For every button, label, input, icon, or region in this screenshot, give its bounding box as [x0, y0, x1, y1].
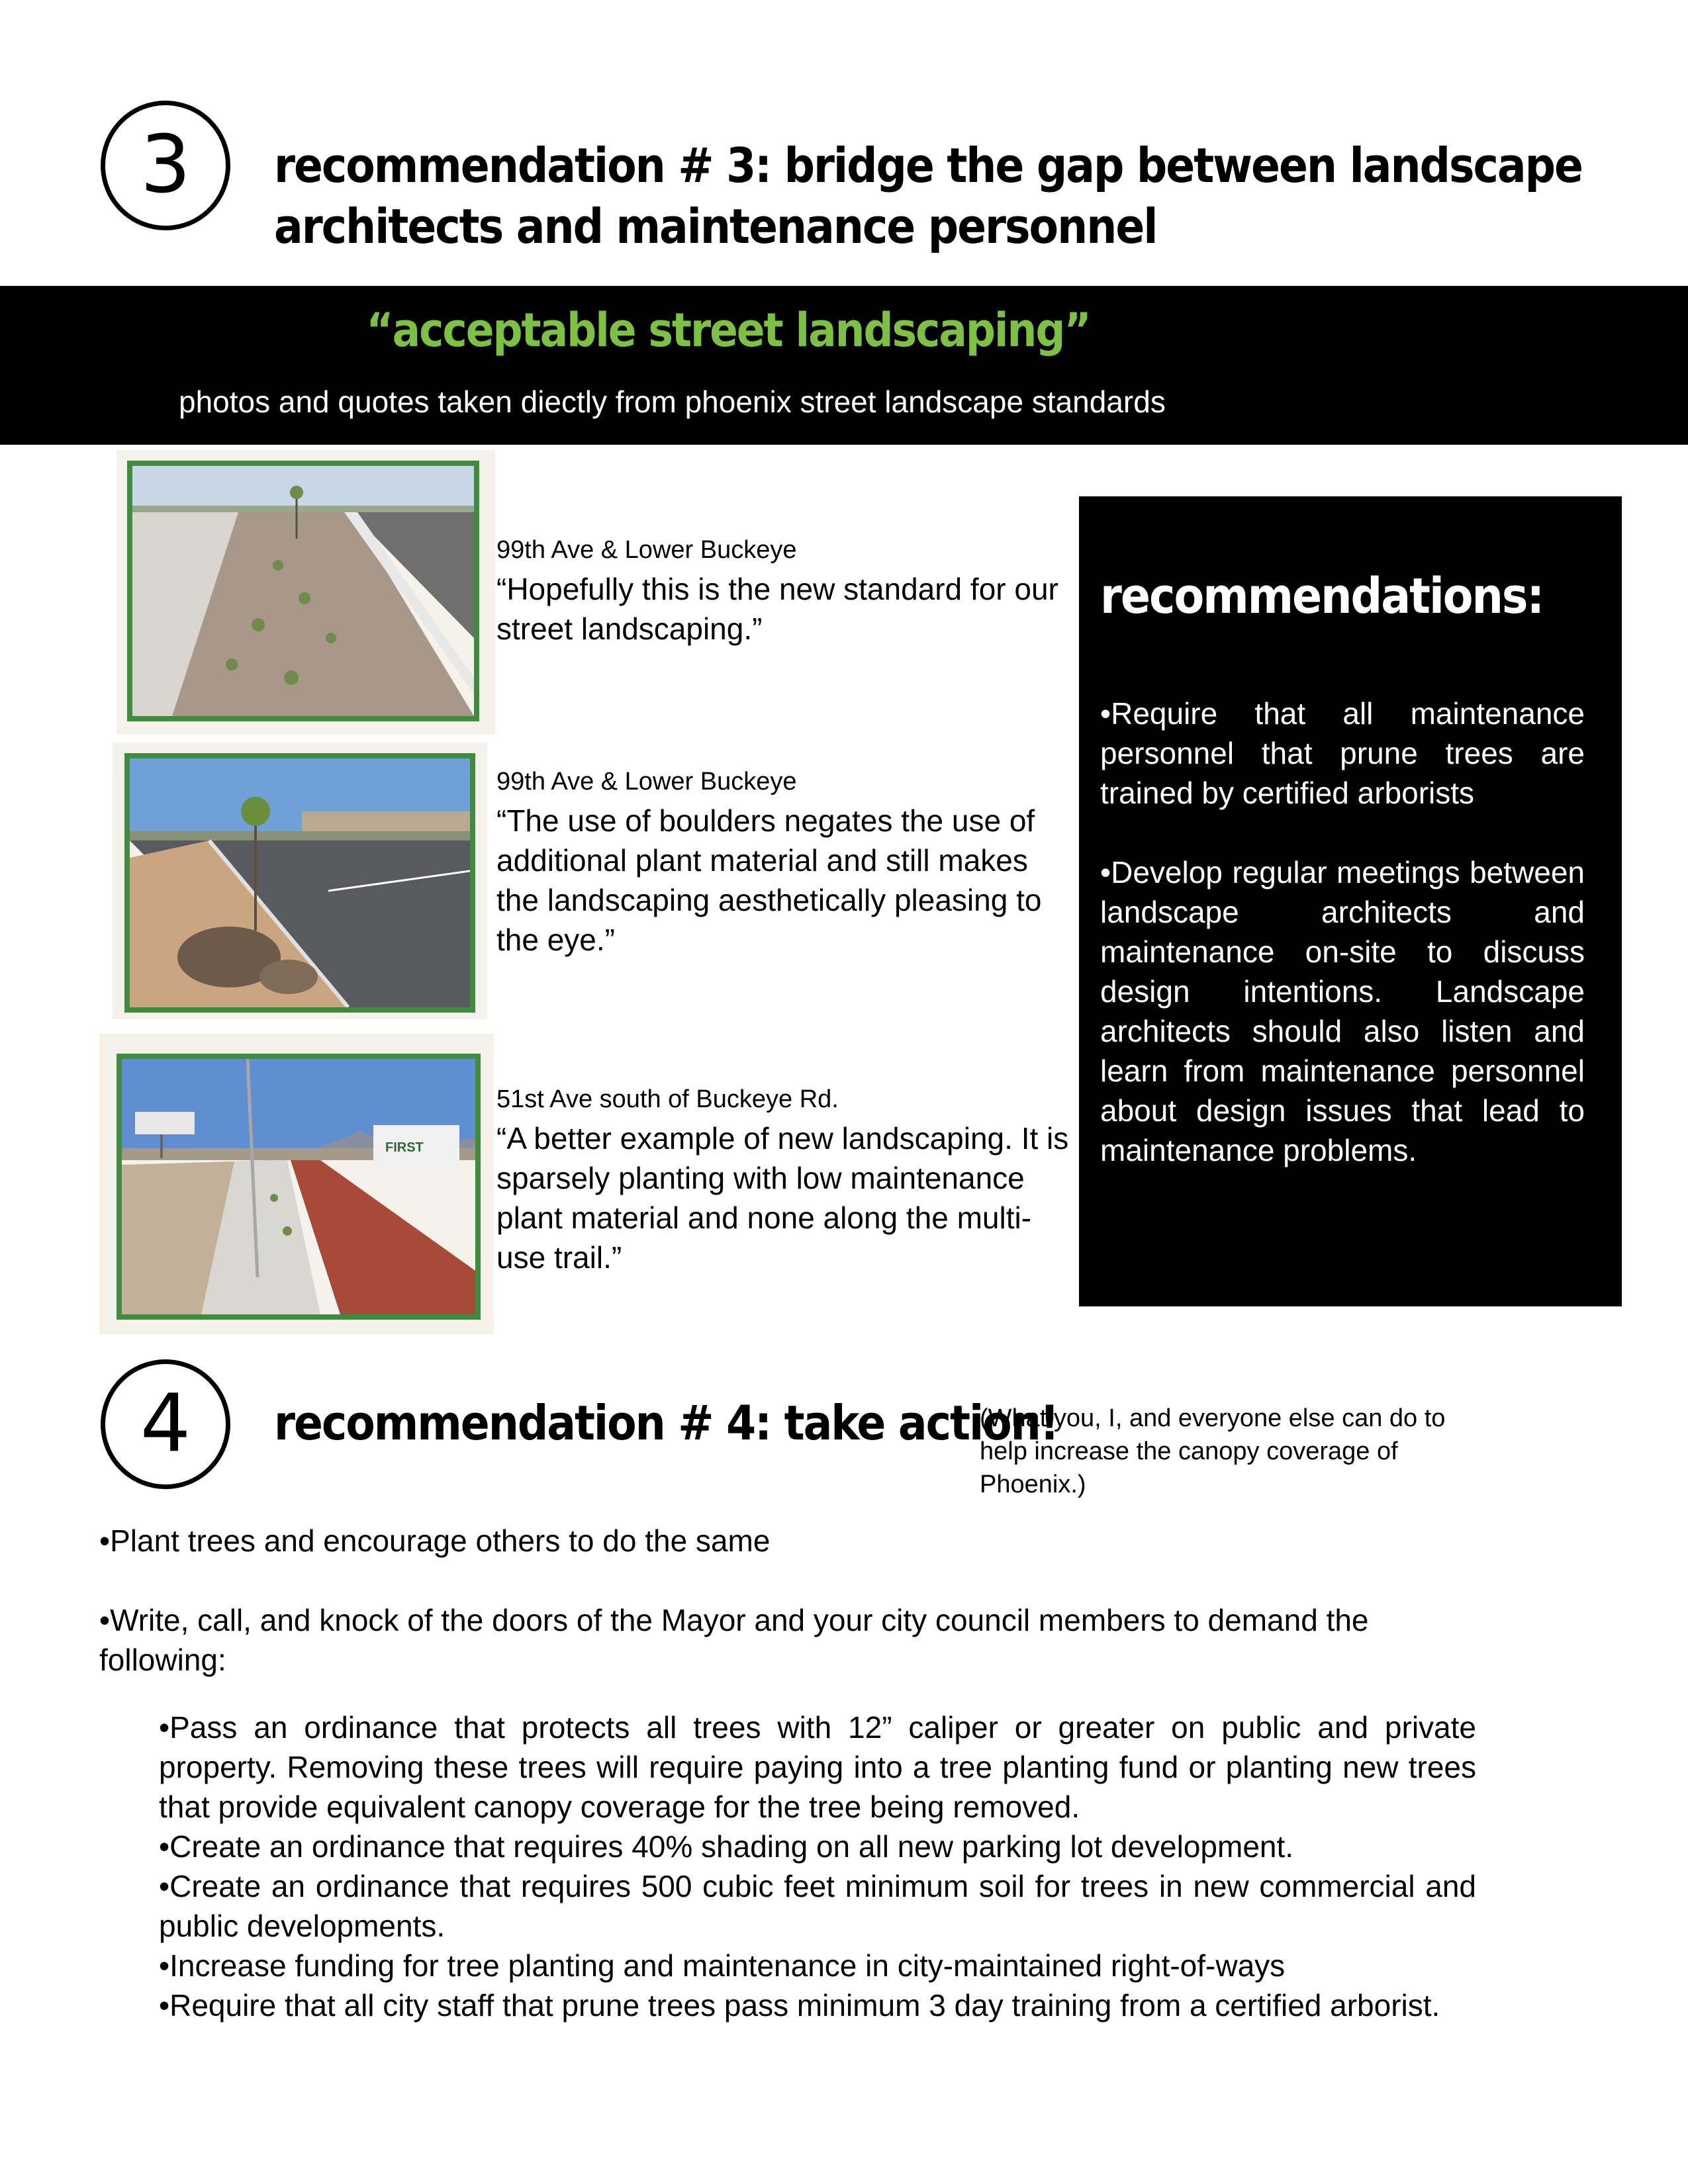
photo-3-multiuse-trail [117, 1054, 481, 1320]
demand-item-1: •Pass an ordinance that protects all trees with 12” caliper or greater on public and private property. Removing these trees will require paying into a tree planting fund or planting new trees that provide equivalent canopy coverage for the tree being removed. [159, 1710, 1476, 1824]
section-4-note: (What you, I, and everyone else can do to help increase the canopy coverage of Phoenix.) [980, 1404, 1446, 1498]
photo-3-location: 51st Ave south of Buckeye Rd. [496, 1085, 839, 1113]
band-subtitle: photos and quotes taken diectly from phoenix street landscape standards [179, 385, 1166, 419]
section-number-3 [101, 101, 230, 230]
section-3-heading-line2: architects and maintenance personnel [274, 199, 1157, 254]
recommendations-title: recommendations: [1100, 568, 1544, 625]
section-4-heading: recommendation # 4: take action! [274, 1395, 1058, 1451]
photo-3-sign-text: FIRST [385, 1140, 424, 1155]
section-3-heading-line1: recommendation # 3: bridge the gap between landscape [274, 138, 1582, 193]
photo-3-quote: “A better example of new landscaping. It is sparsely planting with low maintenance plant material and none along the multi-use trail.” [496, 1121, 1069, 1275]
demand-item-5: •Require that all city staff that prune trees pass minimum 3 day training from a certified arborist. [159, 1988, 1440, 2023]
photo-2-image [130, 758, 470, 1007]
recommendation-item-2: •Develop regular meetings between landscape architects and maintenance on-site to discuss design intentions. Landscape architects should also listen and learn from maintenance personnel about design issues that lead to maintenance problems. [1100, 855, 1585, 1167]
action-bullet-1: •Plant trees and encourage others to do the same [99, 1524, 771, 1558]
recommendation-item-1: •Require that all maintenance personnel that prune trees are trained by certified arborists [1100, 696, 1585, 810]
demand-item-4: •Increase funding for tree planting and maintenance in city-maintained right-of-ways [159, 1948, 1286, 1983]
demand-list [159, 1707, 1476, 2025]
photo-2-location: 99th Ave & Lower Buckeye [496, 768, 797, 796]
photo-1-image [132, 466, 474, 716]
photo-3-image [122, 1059, 475, 1314]
photo-3-frame [99, 1034, 494, 1334]
photo-1-quote: “Hopefully this is the new standard for our street landscaping.” [496, 572, 1058, 646]
section-3-heading [274, 135, 1582, 257]
section-number-4-text: 4 [140, 1378, 191, 1470]
photo-2-frame [113, 743, 487, 1019]
recommendations-box [1079, 496, 1622, 1306]
photo-2-median-boulders [124, 753, 475, 1013]
action-bullet-2: •Write, call, and knock of the doors of the Mayor and your city council members to demand the following: [99, 1603, 1369, 1677]
demand-item-3: •Create an ordinance that requires 500 cubic feet minimum soil for trees in new commercial and public developments. [159, 1869, 1476, 1943]
photo-1-median-gravel [127, 461, 479, 721]
band-title: “acceptable street landscaping” [366, 303, 1090, 357]
section-number-3-text: 3 [140, 119, 191, 211]
demand-item-2: •Create an ordinance that requires 40% shading on all new parking lot development. [159, 1829, 1294, 1864]
photo-2-quote: “The use of boulders negates the use of additional plant material and still makes the landscaping aesthetically pleasing to the eye.” [496, 803, 1042, 957]
section-number-4 [101, 1359, 230, 1489]
photo-1-location: 99th Ave & Lower Buckeye [496, 536, 797, 564]
photo-1-frame [117, 450, 495, 735]
